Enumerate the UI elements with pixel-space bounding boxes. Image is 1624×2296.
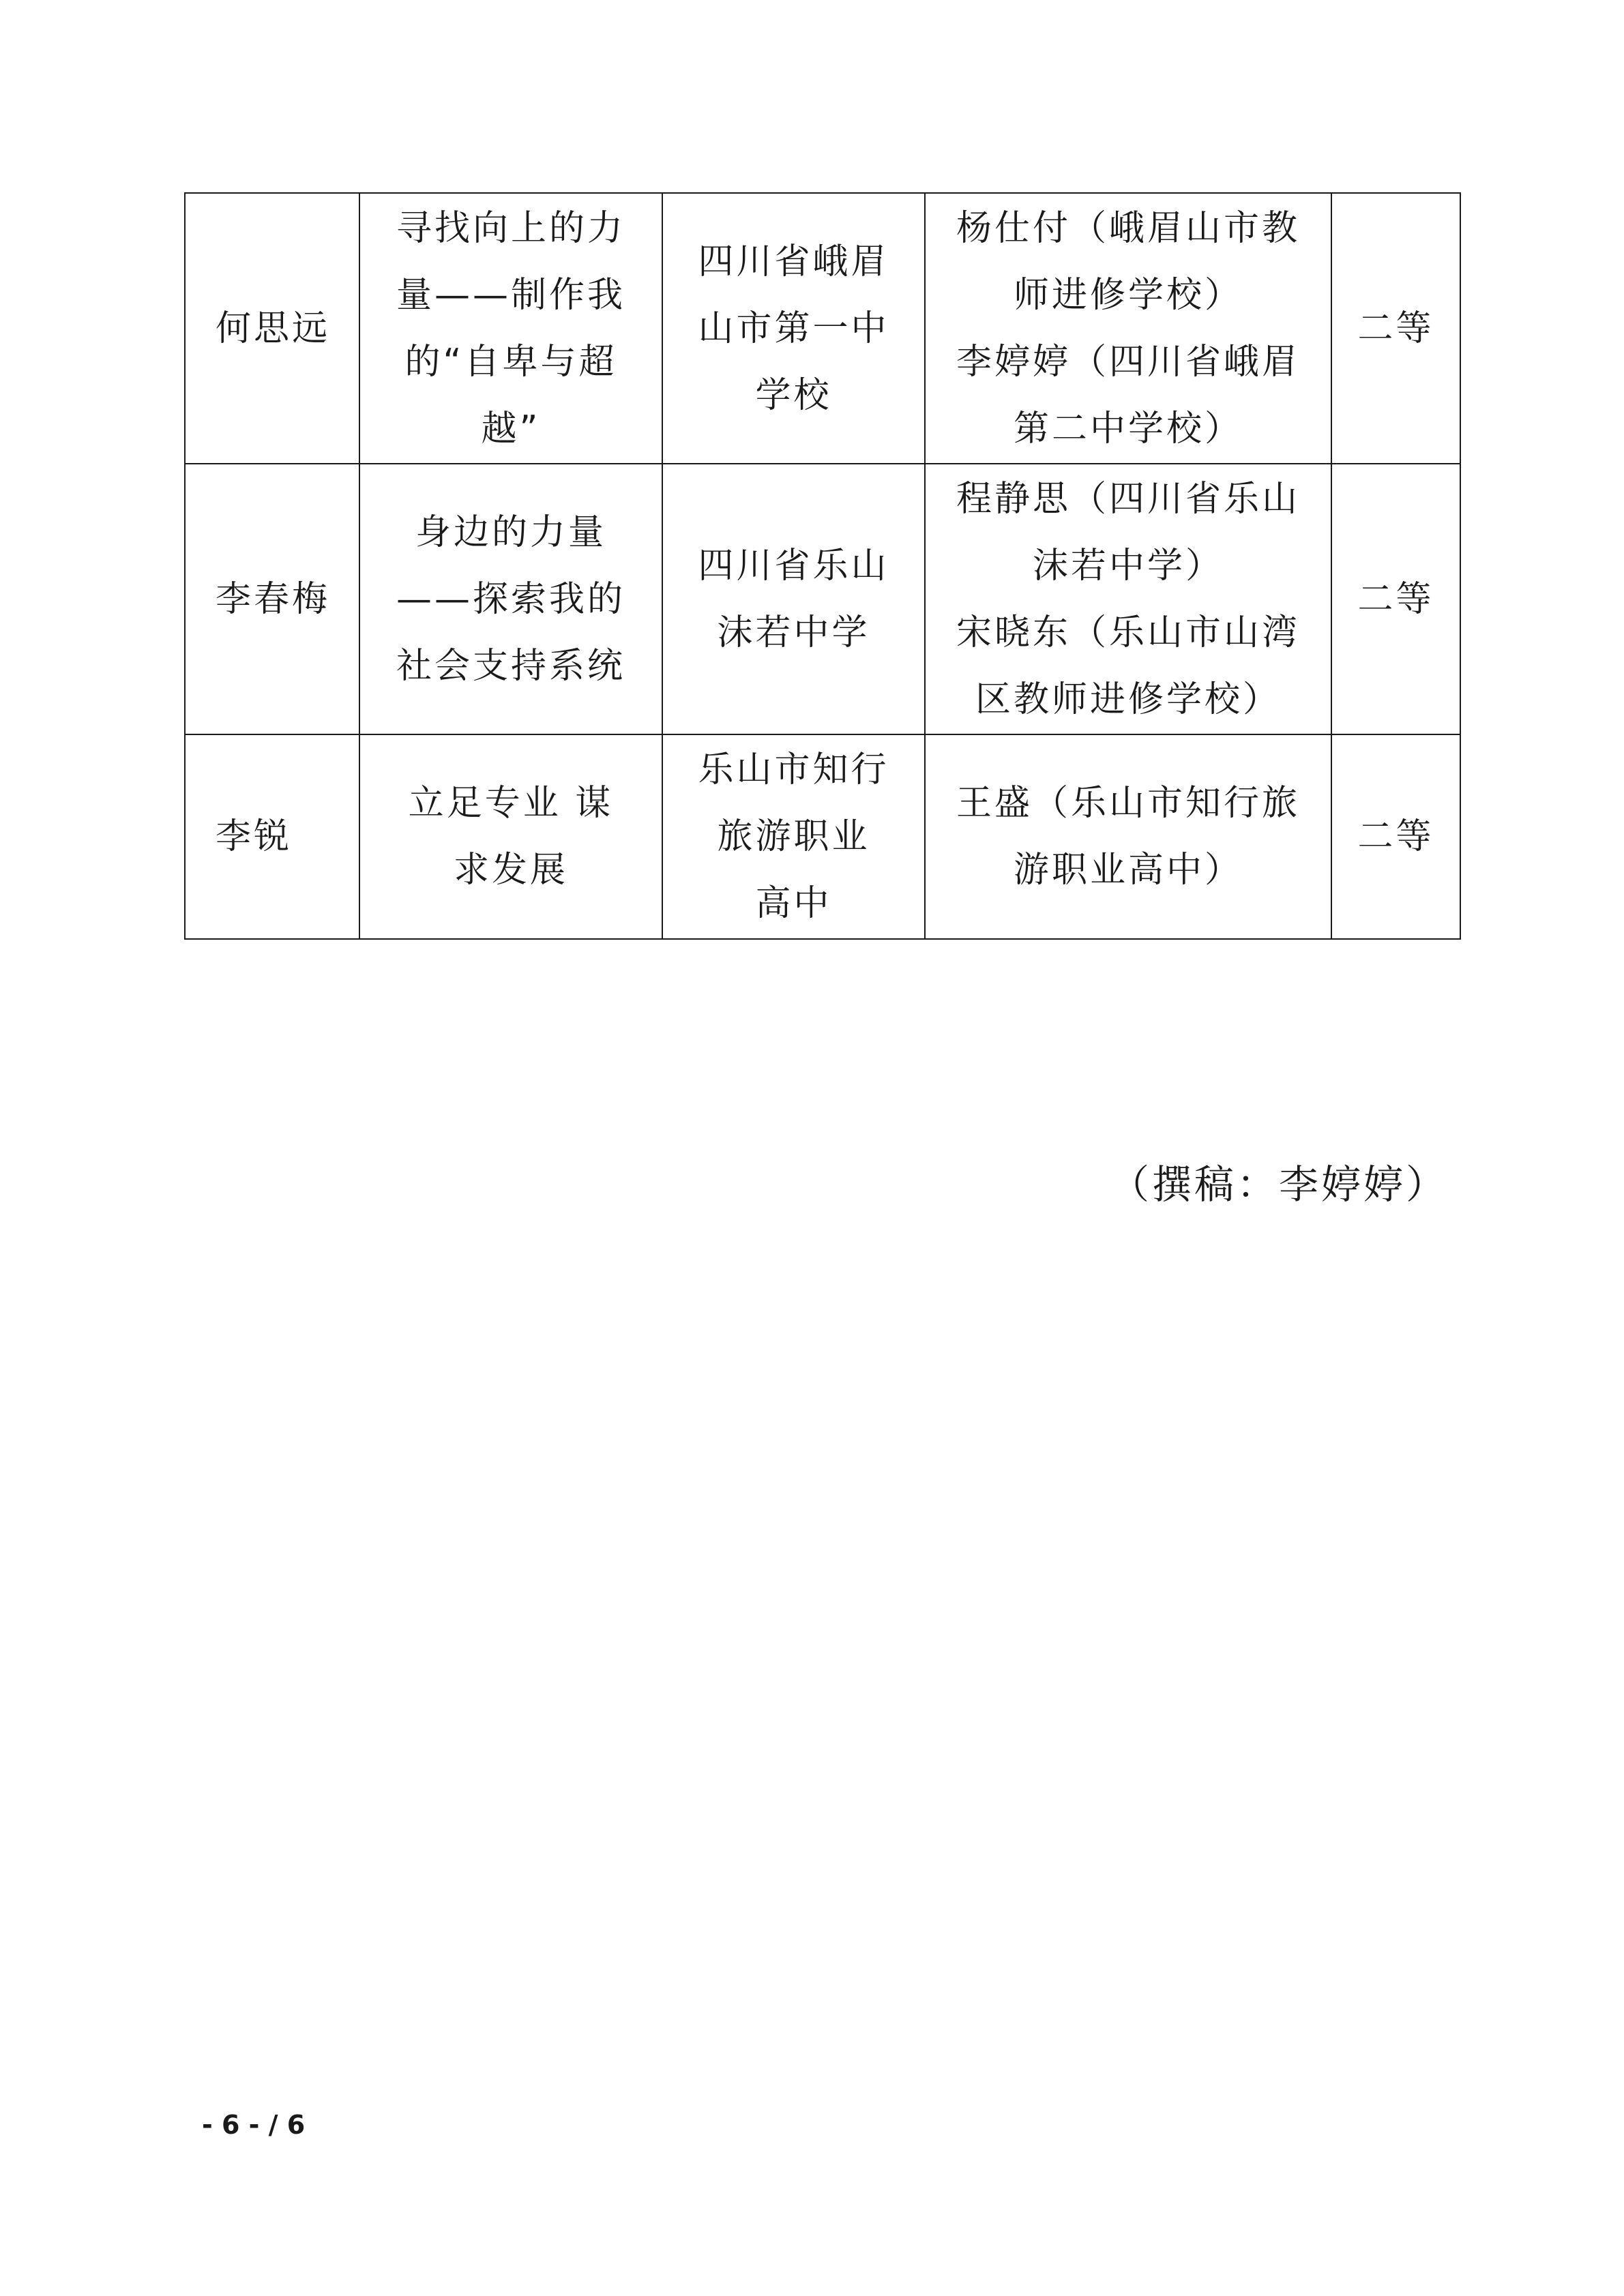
award-level: 二等 — [1331, 193, 1460, 464]
award-level: 二等 — [1331, 464, 1460, 734]
instructors — [925, 193, 1331, 464]
school — [662, 464, 925, 734]
work-title-line: 越” — [481, 408, 541, 449]
instructor-line: 王盛（乐山市知行旅 — [956, 783, 1300, 824]
school-line: 学校 — [755, 374, 832, 416]
instructor-line: 沫若中学） — [1032, 545, 1224, 586]
work-title-line: 身边的力量 — [415, 511, 606, 553]
instructor-line: 宋晓东（乐山市山湾 — [956, 612, 1300, 653]
table-row — [185, 193, 1460, 464]
school-line: 四川省峨眉 — [698, 241, 889, 282]
instructor-line: 师进修学校） — [1013, 274, 1243, 316]
work-title-line: 的“自卑与超 — [404, 341, 617, 383]
school-line: 沫若中学 — [717, 612, 870, 653]
work-title-line: 量——制作我 — [396, 274, 625, 316]
table-row — [185, 734, 1460, 939]
winner-name: 李春梅 — [185, 464, 359, 734]
instructor-line: 区教师进修学校） — [975, 679, 1281, 720]
page-number: - 6 - / 6 — [202, 2110, 306, 2140]
work-title-line: 立足专业 谋 — [408, 783, 614, 824]
school-line: 旅游职业 — [717, 816, 870, 857]
work-title-line: 寻找向上的力 — [396, 207, 625, 249]
work-title-line: 求发展 — [453, 850, 568, 891]
school — [662, 193, 925, 464]
awards-table — [184, 192, 1461, 940]
instructor-line: 程静思（四川省乐山 — [956, 478, 1300, 520]
instructor-line: 杨仕付（峨眉山市教 — [956, 207, 1300, 249]
work-title — [359, 734, 662, 939]
instructors — [925, 734, 1331, 939]
award-level: 二等 — [1331, 734, 1460, 939]
instructor-line: 李婷婷（四川省峨眉 — [956, 341, 1300, 383]
school-line: 四川省乐山 — [698, 545, 889, 586]
table-row — [185, 464, 1460, 734]
work-title-line: 社会支持系统 — [396, 645, 625, 687]
work-title-line: ——探索我的 — [396, 578, 625, 620]
work-title — [359, 464, 662, 734]
work-title — [359, 193, 662, 464]
author-credit: （撰稿：李婷婷） — [1109, 1161, 1448, 1208]
school — [662, 734, 925, 939]
instructor-line: 游职业高中） — [1013, 850, 1243, 891]
winner-name: 李锐 — [185, 734, 359, 939]
school-line: 高中 — [755, 883, 832, 924]
instructor-line: 第二中学校） — [1013, 408, 1243, 449]
school-line: 山市第一中 — [698, 308, 889, 349]
school-line: 乐山市知行 — [698, 749, 889, 790]
instructors — [925, 464, 1331, 734]
winner-name: 何思远 — [185, 193, 359, 464]
